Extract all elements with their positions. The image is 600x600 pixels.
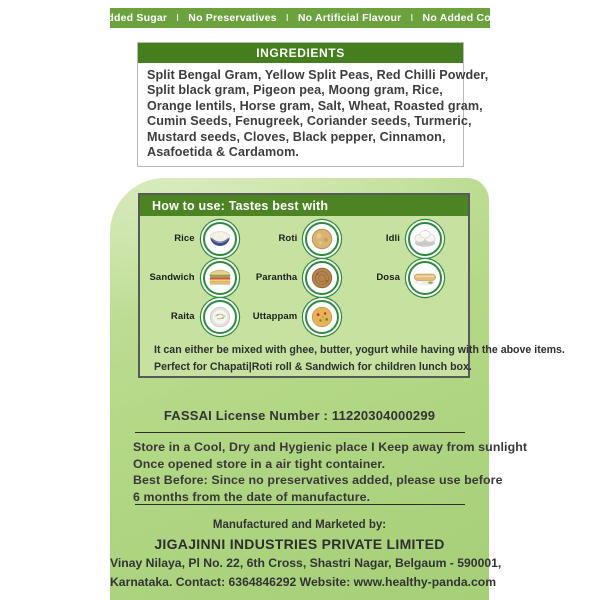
- parantha-icon: [305, 261, 339, 295]
- how-to-use-header: How to use: Tastes best with: [140, 195, 468, 216]
- claim-no-preservatives: No Preservatives: [188, 12, 277, 24]
- best-before-info: [133, 472, 503, 505]
- roti-icon: [305, 222, 339, 256]
- manufacturer-block: [110, 517, 502, 591]
- manufacturer-name: JIGAJINNI INDUSTRIES PRIVATE LIMITED: [154, 536, 445, 552]
- claims-bar: [82, 8, 518, 28]
- ingredients-box: [137, 42, 489, 167]
- use-note-line: It can either be mixed with ghee, butter, yogurt while having with the above items.: [154, 344, 565, 356]
- food-item-uttappam: [249, 297, 352, 336]
- divider: [135, 432, 465, 433]
- fassai-license-number: FASSAI License Number : 11220304000299: [163, 408, 436, 423]
- how-to-use-notes: [140, 336, 565, 376]
- food-item-roti: [249, 219, 352, 258]
- ingredients-line: Orange lentils, Horse gram, Salt, Wheat, Roasted gram,: [147, 98, 483, 113]
- uttappam-icon: [305, 300, 339, 334]
- food-item-rice: [146, 219, 249, 258]
- claim-no-added-sugar: No Added Sugar: [82, 12, 168, 24]
- manufacturer-address: Vinay Nilaya, Pl No. 22, 6th Cross, Shastri Nagar, Belgaum - 590001,: [110, 556, 502, 570]
- food-item-parantha: [249, 258, 352, 297]
- manufacturer-intro: Manufactured and Marketed by:: [212, 519, 387, 531]
- manufacturer-contact-website: Karnataka. Contact: 6364846292 Website: www.healthy-panda.com: [110, 574, 497, 589]
- food-pairings-grid: [140, 216, 468, 336]
- sandwich-icon: [203, 261, 237, 295]
- claims-separator: I: [410, 12, 414, 24]
- food-label: Raita: [170, 311, 195, 322]
- dosa-icon: [408, 261, 442, 295]
- food-item-idli: [351, 219, 454, 258]
- storage-line: Store in a Cool, Dry and Hygienic place I Keep away from sunlight: [133, 440, 528, 454]
- best-before-line: 6 months from the date of manufacture.: [133, 489, 371, 504]
- claims-separator: I: [176, 12, 180, 24]
- green-panel: [110, 178, 565, 600]
- food-label: Parantha: [255, 272, 298, 283]
- ingredients-line: Cumin Seeds, Fenugreek, Coriander seeds, Turmeric,: [147, 114, 472, 129]
- ingredients-line: Split Bengal Gram, Yellow Split Peas, Red Chilli Powder,: [147, 68, 489, 82]
- storage-instructions: [133, 439, 528, 472]
- rice-bowl-icon: [203, 222, 237, 256]
- food-item-dosa: [351, 258, 454, 297]
- idli-icon: [408, 222, 442, 256]
- food-grid-empty-cell: [351, 297, 454, 336]
- best-before-line: Best Before: Since no preservatives added, please use before: [133, 473, 503, 487]
- ingredients-text: [138, 63, 489, 166]
- storage-line: Once opened store in a air tight container.: [133, 456, 386, 471]
- food-label: Dosa: [376, 272, 400, 283]
- ingredients-line: Split black gram, Pigeon pea, Moong gram, Rice,: [147, 83, 443, 98]
- food-label: Roti: [278, 233, 298, 244]
- raita-icon: [203, 300, 237, 334]
- claims-separator: I: [285, 12, 289, 24]
- how-to-use-box: [138, 193, 565, 378]
- food-item-raita: [146, 297, 249, 336]
- claim-no-artificial-flavour: No Artificial Flavour: [297, 12, 402, 24]
- food-item-sandwich: [146, 258, 249, 297]
- ingredients-header: INGREDIENTS: [138, 43, 463, 63]
- food-label: Idli: [385, 233, 400, 244]
- claim-no-added-colours: No Added Colours: [422, 12, 518, 24]
- food-label: Uttappam: [252, 311, 298, 322]
- ingredients-line: Mustard seeds, Cloves, Black pepper, Cinnamon,: [147, 129, 446, 144]
- divider: [135, 504, 465, 505]
- ingredients-line: Asafoetida & Cardamom.: [147, 145, 299, 160]
- food-label: Rice: [174, 233, 195, 244]
- food-label: Sandwich: [149, 272, 195, 283]
- use-note-line: Perfect for Chapati|Roti roll & Sandwich for children lunch box.: [154, 361, 472, 373]
